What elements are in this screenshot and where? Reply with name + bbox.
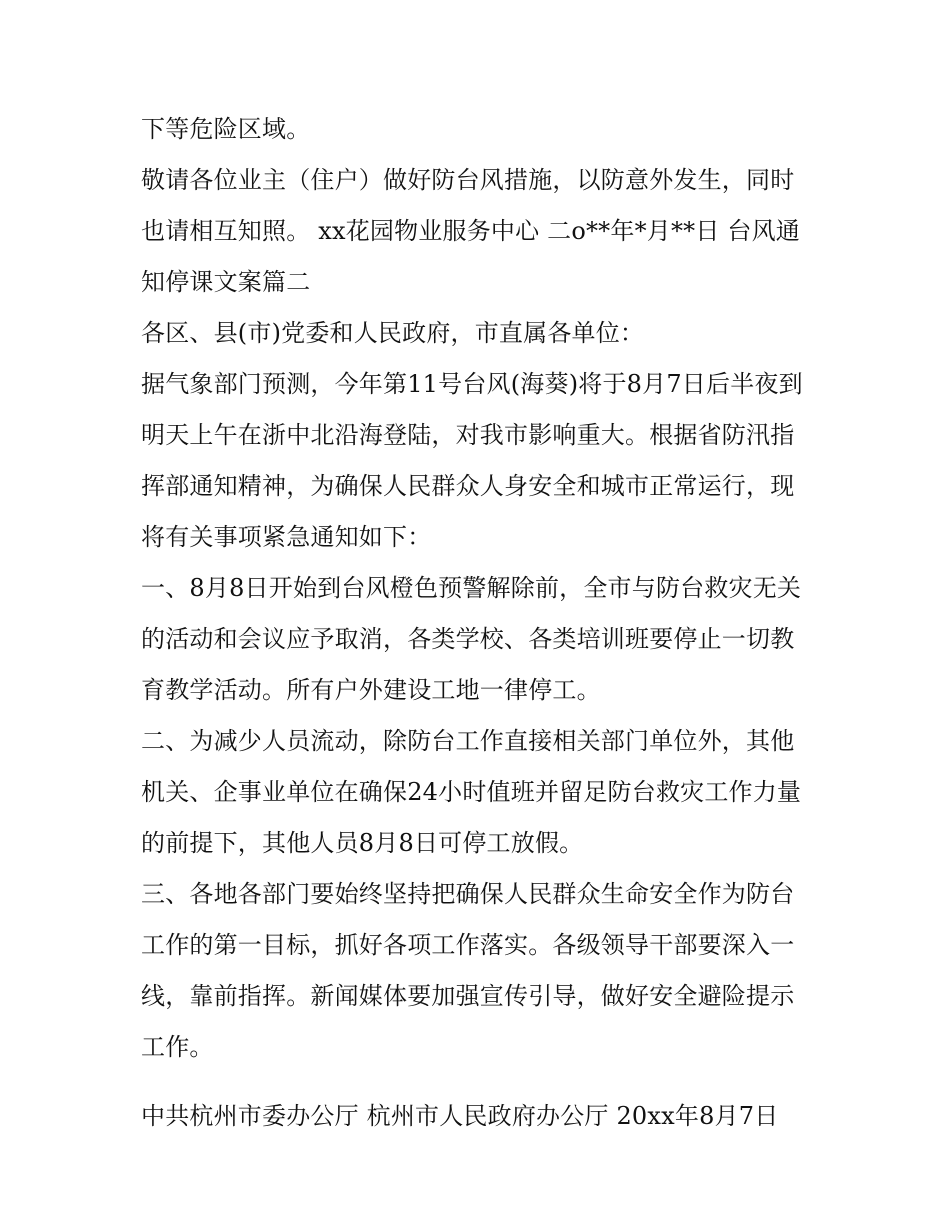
paragraph-item-two: 二、为减少人员流动，除防台工作直接相关部门单位外，其他机关、企事业单位在确保24小时值班并留足防台救灾工作力量的前提下，其他人员8月8日可停工放假。	[141, 727, 802, 857]
paragraph-item-three: 三、各地各部门要始终坚持把确保人民群众生命安全作为防台工作的第一目标，抓好各项工作落实。各级领导干部要深入一线，靠前指挥。新闻媒体要加强宣传引导，做好安全避险提示工作。	[141, 880, 795, 1061]
document-body	[141, 104, 813, 1142]
paragraph-notice-closing: 敬请各位业主（住户）做好防台风措施，以防意外发生，同时也请相互知照。 xx花园物业服务中心 二o**年*月**日 台风通知停课文案篇二	[141, 166, 801, 296]
paragraph-forecast: 据气象部门预测，今年第11号台风(海葵)将于8月7日后半夜到明天上午在浙中北沿海登陆，对我市影响重大。根据省防汛指挥部通知精神，为确保人民群众人身安全和城市正常运行，现将有关事项紧急通知如下：	[141, 370, 803, 551]
paragraph-signature: 中共杭州市委办公厅 杭州市人民政府办公厅 20xx年8月7日	[141, 1102, 779, 1130]
paragraph-addressee: 各区、县(市)党委和人民政府，市直属各单位：	[141, 319, 645, 347]
paragraph-continuation: 下等危险区域。	[141, 115, 311, 143]
paragraph-item-one: 一、8月8日开始到台风橙色预警解除前，全市与防台救灾无关的活动和会议应予取消，各类学校、各类培训班要停止一切教育教学活动。所有户外建设工地一律停工。	[141, 574, 802, 704]
